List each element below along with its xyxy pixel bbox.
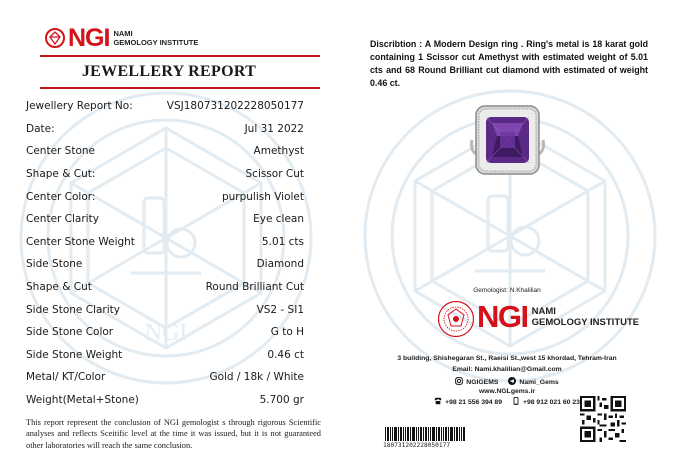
- detail-value: Gold / 18k / White: [209, 371, 304, 384]
- detail-value: Jul 31 2022: [244, 122, 304, 135]
- detail-label: Jewellery Report No:: [26, 100, 133, 113]
- detail-label: Metal/ KT/Color: [26, 371, 106, 384]
- detail-row: [26, 163, 304, 186]
- detail-label: Center Color:: [26, 190, 96, 203]
- institute-seal-icon: [437, 300, 475, 338]
- phone-icon: [434, 397, 442, 405]
- institute-name-line1: NAMI: [531, 306, 556, 317]
- institute-name-large: [532, 306, 640, 328]
- detail-row: [26, 389, 304, 412]
- disclaimer: This report represent the conclusion of NGI gemologist s through rigorous Scientific analyses and reflects Sceitific level at the time it was issued, but it is not guaranteed other laboratories will reach the same conclusion.: [26, 418, 321, 450]
- detail-row: [26, 366, 304, 389]
- detail-label: Side Stone Clarity: [26, 303, 120, 316]
- detail-value: VS2 - SI1: [256, 303, 304, 316]
- mobile-number: +98 912 021 60 23: [523, 399, 580, 406]
- email[interactable]: Email: Nami.khalilian@Gmail.com: [452, 366, 562, 373]
- detail-row: [26, 95, 304, 118]
- detail-label: Side Stone: [26, 258, 83, 271]
- title-rule-top: [40, 55, 320, 57]
- item-description: Discribtion : A Modern Design ring . Ring's metal is 18 karat gold containing 1 Scissor cut Amethyst with estimated weight of 5.01 cts and 68 Round Brilliant cut diamond with estimated of weight 0.46 ct.: [370, 39, 648, 88]
- detail-value: 5.700 gr: [259, 394, 304, 407]
- detail-label: Date:: [26, 122, 55, 135]
- detail-label: Shape & Cut: [26, 281, 92, 294]
- detail-row: [26, 298, 304, 321]
- gem-logo-icon: [45, 28, 65, 48]
- institute-logo: [45, 24, 199, 52]
- mobile-icon: [512, 397, 520, 405]
- detail-value: Scissor Cut: [245, 168, 304, 181]
- detail-row: [26, 344, 304, 367]
- title-rule-bottom: [40, 87, 320, 89]
- telegram-link[interactable]: [508, 377, 558, 386]
- detail-value: Diamond: [256, 258, 304, 271]
- description-panel: [338, 0, 676, 473]
- detail-row: [26, 140, 304, 163]
- instagram-icon: [455, 377, 463, 385]
- detail-value: purpulish Violet: [221, 190, 304, 203]
- website[interactable]: www.NGLgems.ir: [478, 388, 536, 395]
- ring-photo: [470, 102, 545, 182]
- gemologist-name: Gemologist: N.Khalilian: [473, 287, 541, 294]
- watermark-text: NGI: [144, 320, 188, 346]
- detail-value: G to H: [270, 326, 304, 339]
- social-links: [338, 377, 676, 386]
- detail-row: [26, 118, 304, 141]
- report-title: JEWELLERY REPORT: [81, 63, 257, 80]
- detail-label: Shape & Cut:: [26, 168, 96, 181]
- detail-label: Center Stone: [26, 145, 95, 158]
- detail-value: Round Brilliant Cut: [205, 281, 304, 294]
- barcode-number: 180731202228050177: [383, 442, 451, 449]
- qr-code[interactable]: [580, 396, 626, 442]
- institute-name: [113, 29, 198, 47]
- logo-text: NGI: [68, 24, 110, 52]
- detail-row: [26, 253, 304, 276]
- phone-number: +98 21 556 394 89: [445, 399, 502, 406]
- detail-label: Side Stone Color: [26, 326, 114, 339]
- detail-row: [26, 321, 304, 344]
- detail-label: Center Clarity: [26, 213, 99, 226]
- institute-logo-large: [477, 299, 640, 334]
- mobile-entry[interactable]: [512, 397, 580, 406]
- phone-entry[interactable]: [434, 397, 502, 406]
- instagram-link[interactable]: [455, 377, 498, 386]
- telegram-handle: Nami_Gems: [519, 379, 559, 386]
- telegram-icon: [508, 377, 516, 385]
- institute-name-line2: GEMOLOGY INSTITUTE: [531, 317, 640, 328]
- detail-row: [26, 231, 304, 254]
- detail-label: Weight(Metal+Stone): [26, 394, 139, 407]
- address: 3 building, Shishegaran St., Raeisi St.,west 15 khordad, Tehram-Iran: [397, 355, 617, 362]
- detail-row: [26, 208, 304, 231]
- instagram-handle: NGIGEMS: [466, 379, 499, 386]
- institute-name-line1: NAMI: [113, 29, 133, 38]
- detail-value: 5.01 cts: [261, 235, 304, 248]
- detail-row: [26, 276, 304, 299]
- barcode: [385, 427, 465, 441]
- detail-value: Eye clean: [253, 213, 304, 226]
- detail-value: Amethyst: [253, 145, 304, 158]
- detail-label: Center Stone Weight: [26, 235, 135, 248]
- detail-row: [26, 185, 304, 208]
- report-details: [26, 95, 304, 411]
- logo-text-large: NGI: [477, 299, 528, 334]
- detail-label: Side Stone Weight: [26, 348, 123, 361]
- detail-value: VSJ180731202228050177: [166, 100, 304, 113]
- institute-name-line2: GEMOLOGY INSTITUTE: [113, 38, 199, 47]
- detail-value: 0.46 ct: [267, 348, 304, 361]
